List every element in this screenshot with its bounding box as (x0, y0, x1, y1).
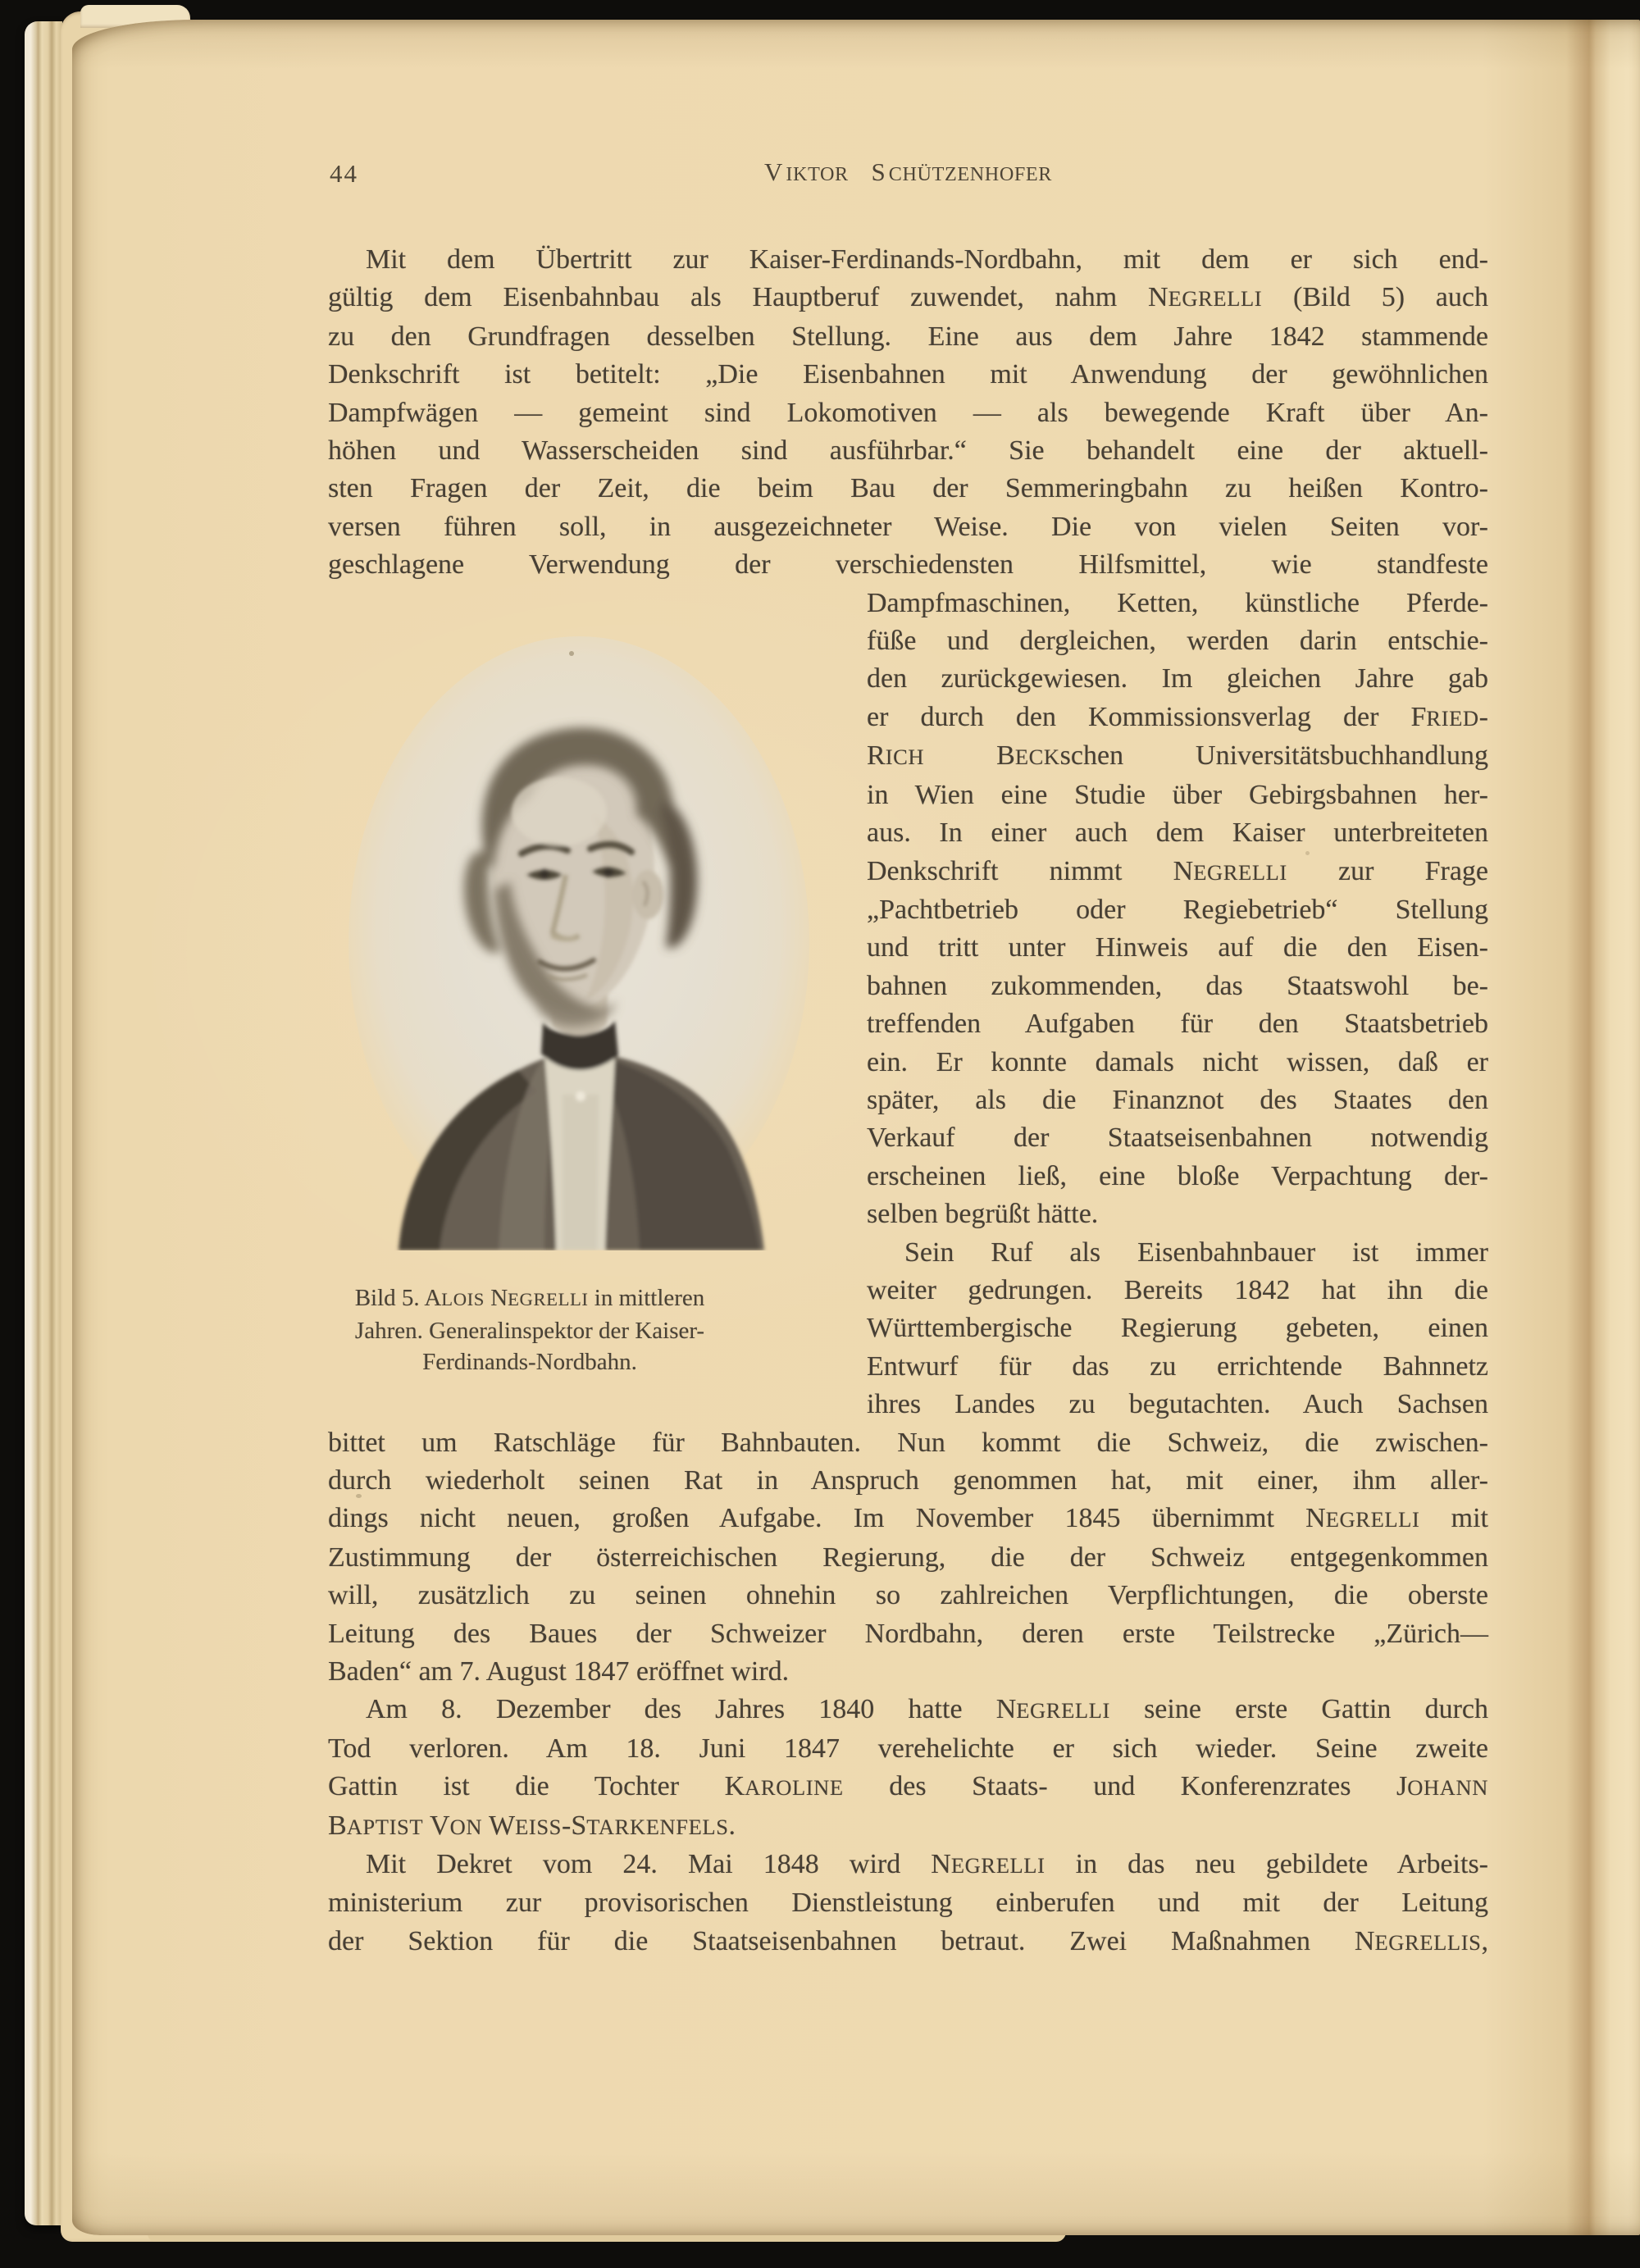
text-line: Entwurf für das zu errichtende Bahnnetz (867, 1350, 1488, 1382)
text-line: bahnen zukommenden, das Staatswohl be- (867, 970, 1488, 1001)
text-line: Baden“ am 7. August 1847 eröffnet wird. (328, 1656, 790, 1687)
portrait-illustration (348, 635, 810, 1250)
portrait-photo-alois-negrelli (348, 635, 810, 1250)
figure-caption-line: Jahren. Generalinspektor der Kaiser- (354, 1318, 705, 1344)
page-header (328, 157, 1488, 192)
text-line: geschlagene Verwendung der verschiedensten Hilfsmittel, wie standfeste (328, 549, 1488, 581)
text-line: Mit Dekret vom 24. Mai 1848 wird NEGRELLI in das neu gebildete Arbeits- (366, 1849, 1489, 1880)
text-line: dings nicht neuen, großen Aufgabe. Im November 1845 übernimmt NEGRELLI mit (328, 1503, 1488, 1534)
text-line: bittet um Ratschläge für Bahnbauten. Nun kommt die Schweiz, die zwischen- (328, 1427, 1488, 1458)
text-line: den zurückgewiesen. Im gleichen Jahre gab (867, 663, 1488, 695)
text-line: Dampfwägen — gemeint sind Lokomotiven — als bewegende Kraft über An- (328, 397, 1488, 428)
text-line: Mit dem Übertritt zur Kaiser-Ferdinands-Nordbahn, mit dem er sich end- (366, 244, 1488, 275)
text-line: Württembergische Regierung gebeten, einen (867, 1313, 1488, 1344)
text-line: treffenden Aufgaben für den Staatsbetrieb (867, 1009, 1488, 1040)
figure-caption-line: Bild 5. ALOIS NEGRELLI in mittleren (354, 1285, 705, 1311)
text-line: Denkschrift ist betitelt: „Die Eisenbahnen mit Anwendung der gewöhnlichen (328, 359, 1488, 390)
text-line: Dampfmaschinen, Ketten, künstliche Pferde- (867, 587, 1488, 618)
text-line: ministerium zur provisorischen Dienstleistung einberufen und mit der Leitung (328, 1888, 1488, 1919)
text-line: ein. Er konnte damals nicht wissen, daß er (867, 1046, 1488, 1077)
text-line: Verkauf der Staatseisenbahnen notwendig (867, 1123, 1488, 1154)
text-line: gültig dem Eisenbahnbau als Hauptberuf zuwendet, nahm NEGRELLI (Bild 5) auch (328, 282, 1488, 313)
text-line: zu den Grundfragen desselben Stellung. Eine aus dem Jahre 1842 stammende (328, 321, 1488, 352)
text-line: füße und dergleichen, werden darin entschie- (867, 626, 1488, 657)
text-line: ihres Landes zu begutachten. Auch Sachsen (867, 1389, 1488, 1420)
figure-caption-line: Ferdinands-Nordbahn. (422, 1349, 637, 1375)
text-line: er durch den Kommissionsverlag der FRIED- (867, 701, 1488, 732)
text-line: der Sektion für die Staatseisenbahnen betraut. Zwei Maßnahmen NEGRELLIS, (328, 1925, 1488, 1956)
text-line: sten Fragen der Zeit, die beim Bau der Semmeringbahn zu heißen Kontro- (328, 473, 1488, 504)
figure-caption (328, 1282, 731, 1378)
text-line: Tod verloren. Am 18. Juni 1847 verehelichte er sich wieder. Seine zweite (328, 1733, 1488, 1764)
scan-speck (569, 651, 574, 656)
text-line: durch wiederholt seinen Rat in Anspruch genommen hat, mit einer, ihm aller- (328, 1465, 1488, 1496)
running-head-author: VIKTOR SCHÜTZENHOFER (763, 157, 1053, 186)
text-line: erscheinen ließ, eine bloße Verpachtung der- (867, 1160, 1488, 1191)
text-line: Zustimmung der österreichischen Regierung, die der Schweiz entgegenkommen (328, 1542, 1488, 1573)
text-line: in Wien eine Studie über Gebirgsbahnen her- (867, 779, 1488, 810)
text-line: „Pachtbetrieb oder Regiebetrieb“ Stellung (867, 894, 1488, 925)
scanned-page (72, 20, 1640, 2235)
text-line: Sein Ruf als Eisenbahnbauer ist immer (904, 1236, 1488, 1268)
text-line: selben begrüßt hätte. (867, 1199, 1099, 1230)
book-page-stack-edge (25, 21, 62, 2225)
text-line: Leitung des Baues der Schweizer Nordbahn, deren erste Teilstrecke „Zürich— (328, 1618, 1488, 1649)
text-line: später, als die Finanznot des Staates den (867, 1084, 1488, 1115)
text-line: Denkschrift nimmt NEGRELLI zur Frage (867, 855, 1489, 886)
text-line: und tritt unter Hinweis auf die den Eisen- (867, 932, 1488, 963)
text-line: Gattin ist die Tochter KAROLINE des Staats- und Konferenzrates JOHANN (328, 1771, 1488, 1802)
text-line: versen führen soll, in ausgezeichneter Weise. Die von vielen Seiten vor- (328, 511, 1488, 542)
page-number: 44 (330, 159, 358, 188)
text-line: RICH BECKschen Universitätsbuchhandlung (867, 740, 1488, 772)
text-line: weiter gedrungen. Bereits 1842 hat ihn die (867, 1274, 1488, 1305)
text-line: höhen und Wasserscheiden sind ausführbar.“ Sie behandelt eine der aktuell- (328, 435, 1488, 467)
text-line: will, zusätzlich zu seinen ohnehin so zahlreichen Verpflichtungen, die oberste (328, 1580, 1488, 1611)
text-line: aus. In einer auch dem Kaiser unterbreiteten (867, 817, 1488, 849)
text-line: BAPTIST VON WEISS-STARKENFELS. (328, 1810, 736, 1841)
text-line: Am 8. Dezember des Jahres 1840 hatte NEGRELLI seine erste Gattin durch (366, 1694, 1488, 1725)
scan-speck (356, 1494, 362, 1498)
scan-speck (1305, 851, 1310, 855)
